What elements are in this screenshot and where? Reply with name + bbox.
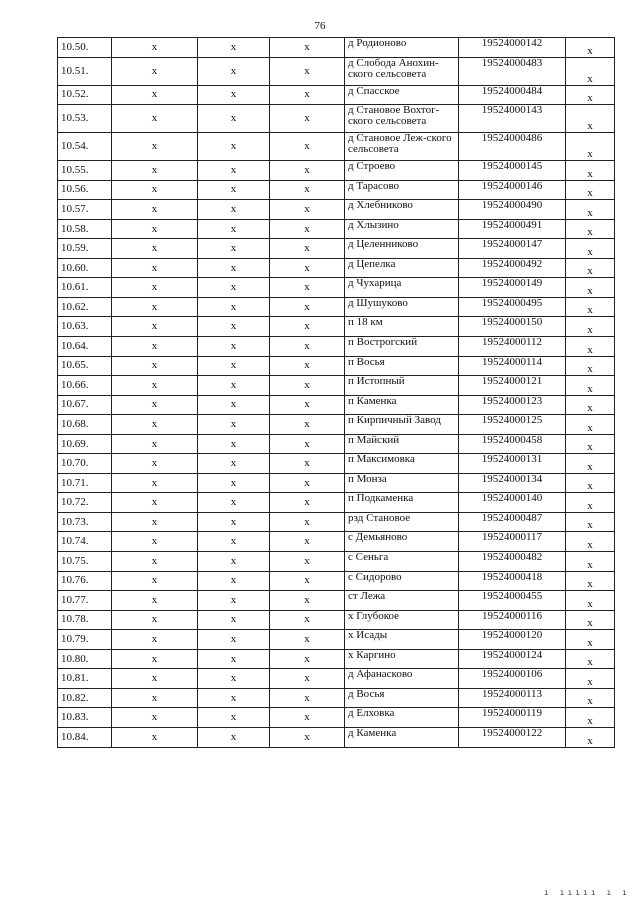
oktmo-code: 19524000143: [459, 105, 566, 133]
mark-cell: x: [112, 180, 198, 200]
mark-cell: x: [198, 200, 270, 220]
mark-cell: x: [198, 219, 270, 239]
table-row: [58, 512, 615, 532]
table-row: [58, 688, 615, 708]
row-number: 10.67.: [58, 395, 112, 415]
mark-cell: x: [270, 180, 345, 200]
mark-cell: x: [566, 258, 615, 278]
mark-cell: x: [270, 356, 345, 376]
table-row: [58, 669, 615, 689]
mark-cell: x: [566, 591, 615, 611]
table-row: [58, 415, 615, 435]
oktmo-code: 19524000491: [459, 219, 566, 239]
row-number: 10.83.: [58, 708, 112, 728]
row-number: 10.76.: [58, 571, 112, 591]
oktmo-code: 19524000146: [459, 180, 566, 200]
oktmo-code: 19524000120: [459, 630, 566, 650]
mark-cell: x: [198, 57, 270, 85]
mark-cell: x: [566, 85, 615, 105]
mark-cell: x: [112, 591, 198, 611]
table-row: [58, 727, 615, 747]
oktmo-code: 19524000484: [459, 85, 566, 105]
mark-cell: x: [270, 630, 345, 650]
mark-cell: x: [198, 552, 270, 572]
oktmo-code: 19524000114: [459, 356, 566, 376]
settlements-table: [57, 37, 615, 748]
settlement-name: ст Лежа: [345, 591, 459, 611]
oktmo-code: 19524000458: [459, 434, 566, 454]
row-number: 10.74.: [58, 532, 112, 552]
settlement-name: д Цепелка: [345, 258, 459, 278]
settlement-name: д Шушуково: [345, 297, 459, 317]
mark-cell: x: [112, 239, 198, 259]
row-number: 10.80.: [58, 649, 112, 669]
table-row: [58, 434, 615, 454]
mark-cell: x: [112, 688, 198, 708]
mark-cell: x: [270, 57, 345, 85]
oktmo-code: 19524000482: [459, 552, 566, 572]
mark-cell: x: [270, 493, 345, 513]
mark-cell: x: [270, 85, 345, 105]
row-number: 10.51.: [58, 57, 112, 85]
row-number: 10.52.: [58, 85, 112, 105]
mark-cell: x: [566, 161, 615, 181]
scan-marks: ı ııııı ı ı: [544, 888, 630, 897]
row-number: 10.84.: [58, 727, 112, 747]
mark-cell: x: [270, 105, 345, 133]
mark-cell: x: [270, 161, 345, 181]
mark-cell: x: [270, 512, 345, 532]
mark-cell: x: [270, 532, 345, 552]
oktmo-code: 19524000490: [459, 200, 566, 220]
oktmo-code: 19524000134: [459, 473, 566, 493]
mark-cell: x: [270, 376, 345, 396]
table-row: [58, 133, 615, 161]
mark-cell: x: [566, 278, 615, 298]
row-number: 10.53.: [58, 105, 112, 133]
mark-cell: x: [198, 278, 270, 298]
settlement-name: х Каргино: [345, 649, 459, 669]
settlement-name: д Становое Леж-ского сельсовета: [345, 133, 459, 161]
mark-cell: x: [112, 376, 198, 396]
mark-cell: x: [112, 395, 198, 415]
table-row: [58, 454, 615, 474]
mark-cell: x: [198, 727, 270, 747]
mark-cell: x: [112, 38, 198, 58]
mark-cell: x: [112, 219, 198, 239]
mark-cell: x: [270, 434, 345, 454]
table-row: [58, 473, 615, 493]
mark-cell: x: [566, 239, 615, 259]
page-number: 76: [314, 20, 326, 32]
oktmo-code: 19524000117: [459, 532, 566, 552]
table-row: [58, 591, 615, 611]
mark-cell: x: [566, 649, 615, 669]
settlement-name: п 18 км: [345, 317, 459, 337]
oktmo-code: 19524000495: [459, 297, 566, 317]
mark-cell: x: [566, 376, 615, 396]
row-number: 10.64.: [58, 337, 112, 357]
row-number: 10.58.: [58, 219, 112, 239]
mark-cell: x: [112, 473, 198, 493]
mark-cell: x: [566, 337, 615, 357]
oktmo-code: 19524000150: [459, 317, 566, 337]
mark-cell: x: [270, 727, 345, 747]
table-row: [58, 200, 615, 220]
mark-cell: x: [112, 727, 198, 747]
oktmo-code: 19524000124: [459, 649, 566, 669]
mark-cell: x: [198, 85, 270, 105]
settlement-name: п Восья: [345, 356, 459, 376]
mark-cell: x: [270, 708, 345, 728]
settlement-name: д Каменка: [345, 727, 459, 747]
mark-cell: x: [566, 669, 615, 689]
mark-cell: x: [198, 591, 270, 611]
mark-cell: x: [112, 278, 198, 298]
mark-cell: x: [270, 219, 345, 239]
oktmo-code: 19524000418: [459, 571, 566, 591]
mark-cell: x: [112, 649, 198, 669]
row-number: 10.68.: [58, 415, 112, 435]
table-row: [58, 552, 615, 572]
mark-cell: x: [198, 688, 270, 708]
row-number: 10.61.: [58, 278, 112, 298]
settlement-name: с Сидорово: [345, 571, 459, 591]
table-row: [58, 610, 615, 630]
table-row: [58, 38, 615, 58]
mark-cell: x: [198, 473, 270, 493]
table-row: [58, 376, 615, 396]
mark-cell: x: [198, 708, 270, 728]
mark-cell: x: [198, 649, 270, 669]
row-number: 10.56.: [58, 180, 112, 200]
mark-cell: x: [112, 105, 198, 133]
row-number: 10.82.: [58, 688, 112, 708]
mark-cell: x: [112, 356, 198, 376]
row-number: 10.71.: [58, 473, 112, 493]
mark-cell: x: [198, 133, 270, 161]
mark-cell: x: [566, 133, 615, 161]
oktmo-code: 19524000145: [459, 161, 566, 181]
mark-cell: x: [112, 610, 198, 630]
settlement-name: п Истопный: [345, 376, 459, 396]
mark-cell: x: [566, 571, 615, 591]
oktmo-code: 19524000140: [459, 493, 566, 513]
mark-cell: x: [566, 356, 615, 376]
oktmo-code: 19524000487: [459, 512, 566, 532]
row-number: 10.62.: [58, 297, 112, 317]
oktmo-code: 19524000149: [459, 278, 566, 298]
mark-cell: x: [198, 630, 270, 650]
mark-cell: x: [198, 493, 270, 513]
settlement-name: д Слобода Анохин-ского сельсовета: [345, 57, 459, 85]
table-row: [58, 493, 615, 513]
row-number: 10.57.: [58, 200, 112, 220]
mark-cell: x: [198, 454, 270, 474]
row-number: 10.55.: [58, 161, 112, 181]
mark-cell: x: [112, 200, 198, 220]
mark-cell: x: [566, 105, 615, 133]
mark-cell: x: [566, 180, 615, 200]
mark-cell: x: [198, 239, 270, 259]
table-row: [58, 630, 615, 650]
mark-cell: x: [270, 610, 345, 630]
mark-cell: x: [270, 297, 345, 317]
mark-cell: x: [566, 610, 615, 630]
row-number: 10.59.: [58, 239, 112, 259]
mark-cell: x: [112, 552, 198, 572]
table-row: [58, 395, 615, 415]
oktmo-code: 19524000116: [459, 610, 566, 630]
mark-cell: x: [270, 395, 345, 415]
table-body: [58, 38, 615, 748]
oktmo-code: 19524000122: [459, 727, 566, 747]
table-row: [58, 297, 615, 317]
oktmo-code: 19524000119: [459, 708, 566, 728]
mark-cell: x: [198, 105, 270, 133]
oktmo-code: 19524000125: [459, 415, 566, 435]
mark-cell: x: [270, 688, 345, 708]
mark-cell: x: [566, 552, 615, 572]
settlement-name: д Становое Вохтог-ского сельсовета: [345, 105, 459, 133]
row-number: 10.73.: [58, 512, 112, 532]
table-row: [58, 57, 615, 85]
oktmo-code: 19524000142: [459, 38, 566, 58]
mark-cell: x: [270, 591, 345, 611]
mark-cell: x: [270, 454, 345, 474]
mark-cell: x: [198, 571, 270, 591]
mark-cell: x: [270, 200, 345, 220]
mark-cell: x: [112, 532, 198, 552]
settlement-name: п Монза: [345, 473, 459, 493]
mark-cell: x: [112, 512, 198, 532]
mark-cell: x: [112, 317, 198, 337]
mark-cell: x: [270, 317, 345, 337]
mark-cell: x: [198, 38, 270, 58]
table-row: [58, 708, 615, 728]
table-row: [58, 278, 615, 298]
mark-cell: x: [112, 161, 198, 181]
table-row: [58, 532, 615, 552]
mark-cell: x: [566, 473, 615, 493]
mark-cell: x: [270, 415, 345, 435]
mark-cell: x: [566, 395, 615, 415]
table-row: [58, 85, 615, 105]
mark-cell: x: [112, 571, 198, 591]
mark-cell: x: [566, 688, 615, 708]
mark-cell: x: [198, 610, 270, 630]
settlement-name: п Каменка: [345, 395, 459, 415]
mark-cell: x: [270, 669, 345, 689]
mark-cell: x: [270, 571, 345, 591]
row-number: 10.65.: [58, 356, 112, 376]
mark-cell: x: [270, 337, 345, 357]
table-row: [58, 180, 615, 200]
oktmo-code: 19524000123: [459, 395, 566, 415]
mark-cell: x: [566, 630, 615, 650]
mark-cell: x: [112, 297, 198, 317]
oktmo-code: 19524000113: [459, 688, 566, 708]
mark-cell: x: [198, 376, 270, 396]
mark-cell: x: [566, 727, 615, 747]
mark-cell: x: [566, 454, 615, 474]
table-row: [58, 317, 615, 337]
settlement-name: д Спасское: [345, 85, 459, 105]
row-number: 10.70.: [58, 454, 112, 474]
mark-cell: x: [270, 133, 345, 161]
settlement-name: д Целенниково: [345, 239, 459, 259]
row-number: 10.81.: [58, 669, 112, 689]
mark-cell: x: [112, 85, 198, 105]
table-row: [58, 337, 615, 357]
oktmo-code: 19524000486: [459, 133, 566, 161]
settlement-name: д Хлызино: [345, 219, 459, 239]
settlement-name: д Елховка: [345, 708, 459, 728]
mark-cell: x: [198, 415, 270, 435]
mark-cell: x: [198, 512, 270, 532]
row-number: 10.54.: [58, 133, 112, 161]
mark-cell: x: [198, 434, 270, 454]
settlement-name: рзд Становое: [345, 512, 459, 532]
mark-cell: x: [566, 200, 615, 220]
mark-cell: x: [198, 161, 270, 181]
table-row: [58, 161, 615, 181]
mark-cell: x: [566, 219, 615, 239]
table-row: [58, 356, 615, 376]
row-number: 10.75.: [58, 552, 112, 572]
mark-cell: x: [112, 434, 198, 454]
mark-cell: x: [112, 133, 198, 161]
mark-cell: x: [566, 38, 615, 58]
row-number: 10.66.: [58, 376, 112, 396]
settlement-name: д Афанасково: [345, 669, 459, 689]
mark-cell: x: [566, 57, 615, 85]
settlement-name: д Восья: [345, 688, 459, 708]
row-number: 10.60.: [58, 258, 112, 278]
mark-cell: x: [198, 337, 270, 357]
mark-cell: x: [112, 337, 198, 357]
mark-cell: x: [566, 532, 615, 552]
mark-cell: x: [112, 669, 198, 689]
oktmo-code: 19524000131: [459, 454, 566, 474]
row-number: 10.69.: [58, 434, 112, 454]
oktmo-code: 19524000106: [459, 669, 566, 689]
mark-cell: x: [566, 493, 615, 513]
mark-cell: x: [566, 415, 615, 435]
table-row: [58, 239, 615, 259]
row-number: 10.78.: [58, 610, 112, 630]
mark-cell: x: [270, 258, 345, 278]
mark-cell: x: [112, 415, 198, 435]
settlement-name: д Строево: [345, 161, 459, 181]
oktmo-code: 19524000455: [459, 591, 566, 611]
settlement-name: п Майский: [345, 434, 459, 454]
mark-cell: x: [270, 473, 345, 493]
row-number: 10.77.: [58, 591, 112, 611]
mark-cell: x: [112, 630, 198, 650]
mark-cell: x: [566, 708, 615, 728]
oktmo-code: 19524000492: [459, 258, 566, 278]
settlement-name: п Подкаменка: [345, 493, 459, 513]
settlement-name: с Демьяново: [345, 532, 459, 552]
mark-cell: x: [270, 552, 345, 572]
settlement-name: п Максимовка: [345, 454, 459, 474]
oktmo-code: 19524000483: [459, 57, 566, 85]
settlement-name: д Чухарица: [345, 278, 459, 298]
settlement-name: х Глубокое: [345, 610, 459, 630]
oktmo-code: 19524000112: [459, 337, 566, 357]
settlement-name: д Тарасово: [345, 180, 459, 200]
mark-cell: x: [566, 317, 615, 337]
row-number: 10.79.: [58, 630, 112, 650]
row-number: 10.63.: [58, 317, 112, 337]
mark-cell: x: [198, 532, 270, 552]
settlement-name: д Родионово: [345, 38, 459, 58]
mark-cell: x: [112, 258, 198, 278]
mark-cell: x: [112, 454, 198, 474]
table-row: [58, 219, 615, 239]
mark-cell: x: [112, 493, 198, 513]
mark-cell: x: [270, 649, 345, 669]
mark-cell: x: [198, 180, 270, 200]
row-number: 10.72.: [58, 493, 112, 513]
row-number: 10.50.: [58, 38, 112, 58]
mark-cell: x: [198, 297, 270, 317]
mark-cell: x: [566, 297, 615, 317]
table-row: [58, 571, 615, 591]
mark-cell: x: [198, 258, 270, 278]
settlement-name: с Сеньга: [345, 552, 459, 572]
mark-cell: x: [198, 395, 270, 415]
settlement-name: п Кирпичный Завод: [345, 415, 459, 435]
mark-cell: x: [566, 512, 615, 532]
settlement-name: д Хлебниково: [345, 200, 459, 220]
mark-cell: x: [198, 317, 270, 337]
mark-cell: x: [270, 38, 345, 58]
table-row: [58, 258, 615, 278]
oktmo-code: 19524000121: [459, 376, 566, 396]
mark-cell: x: [198, 356, 270, 376]
oktmo-code: 19524000147: [459, 239, 566, 259]
mark-cell: x: [270, 278, 345, 298]
mark-cell: x: [566, 434, 615, 454]
table-row: [58, 649, 615, 669]
settlement-name: х Исады: [345, 630, 459, 650]
mark-cell: x: [270, 239, 345, 259]
table-row: [58, 105, 615, 133]
mark-cell: x: [112, 57, 198, 85]
mark-cell: x: [112, 708, 198, 728]
settlement-name: п Вострогский: [345, 337, 459, 357]
mark-cell: x: [198, 669, 270, 689]
